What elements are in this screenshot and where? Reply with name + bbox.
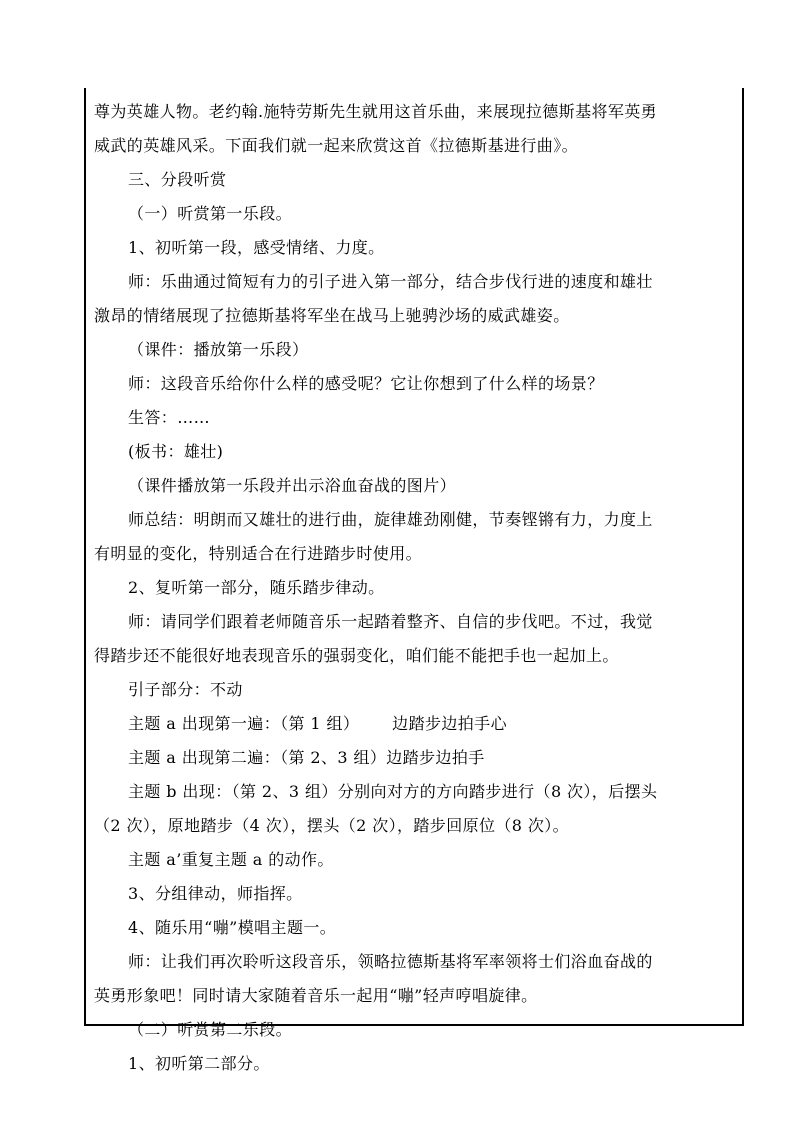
text-line: （课件播放第一乐段并出示浴血奋战的图片） [128,476,457,495]
text-line: 1、初听第一段，感受情绪、力度。 [128,238,385,257]
text-line: 尊为英雄人物。老约翰.施特劳斯先生就用这首乐曲，来展现拉德斯基将军英勇 [94,102,658,121]
text-line: 师总结：明朗而又雄壮的进行曲，旋律雄劲刚健，节奏铿锵有力，力度上 [128,510,653,529]
text-line: （课件：播放第一乐段） [128,340,309,359]
text-line: 英勇形象吧！同时请大家随着音乐一起用“嘣”轻声哼唱旋律。 [94,986,538,1005]
text-line: （2 次），原地踏步（4 次），摆头（2 次），踏步回原位（8 次）。 [94,816,570,835]
text-line: 师：这段音乐给你什么样的感受呢？它让你想到了什么样的场景？ [128,374,604,393]
text-line: 主题 a 出现第二遍：（第 2、3 组）边踏步边拍手 [128,748,485,767]
text-line: 得踏步还不能很好地表现音乐的强弱变化，咱们能不能把手也一起加上。 [94,646,619,665]
subsection-heading: （一）听赏第一乐段。 [128,204,293,223]
text-line: 主题 b 出现：（第 2、3 组）分别向对方的方向踏步进行（8 次），后摆头 [128,782,658,801]
text-line: 师：请同学们跟着老师随音乐一起踏着整齐、自信的步伐吧。不过，我觉 [128,612,653,631]
section-heading: 三、分段听赏 [128,170,227,189]
text-line: 师：乐曲通过简短有力的引子进入第一部分，结合步伐行进的速度和雄壮 [128,272,653,291]
text-line: 引子部分：不动 [128,680,243,699]
text-line: 4、随乐用“嘣”模唱主题一。 [128,918,337,937]
text-line: 2、复听第一部分，随乐踏步律动。 [128,578,385,597]
subsection-heading: （二）听赏第二乐段。 [128,1020,293,1039]
text-line: 师：让我们再次聆听这段音乐，领略拉德斯基将军率领将士们浴血奋战的 [128,952,653,971]
text-line: 主题 a’重复主题 a 的动作。 [128,850,334,869]
text-line: 1、初听第二部分。 [128,1054,270,1073]
text-line: 威武的英雄风采。下面我们就一起来欣赏这首《拉德斯基进行曲》。 [94,136,579,155]
text-line: (板书：雄壮) [128,442,224,461]
text-line: 有明显的变化，特别适合在行进踏步时使用。 [94,544,423,563]
text-line: 生答：…… [128,408,211,427]
text-line: 激昂的情绪展现了拉德斯基将军坐在战马上驰骋沙场的威武雄姿。 [94,306,570,325]
text-line: 主题 a 出现第一遍：（第 1 组） 边踏步边拍手心 [128,714,507,733]
text-line: 3、分组律动，师指挥。 [128,884,303,903]
